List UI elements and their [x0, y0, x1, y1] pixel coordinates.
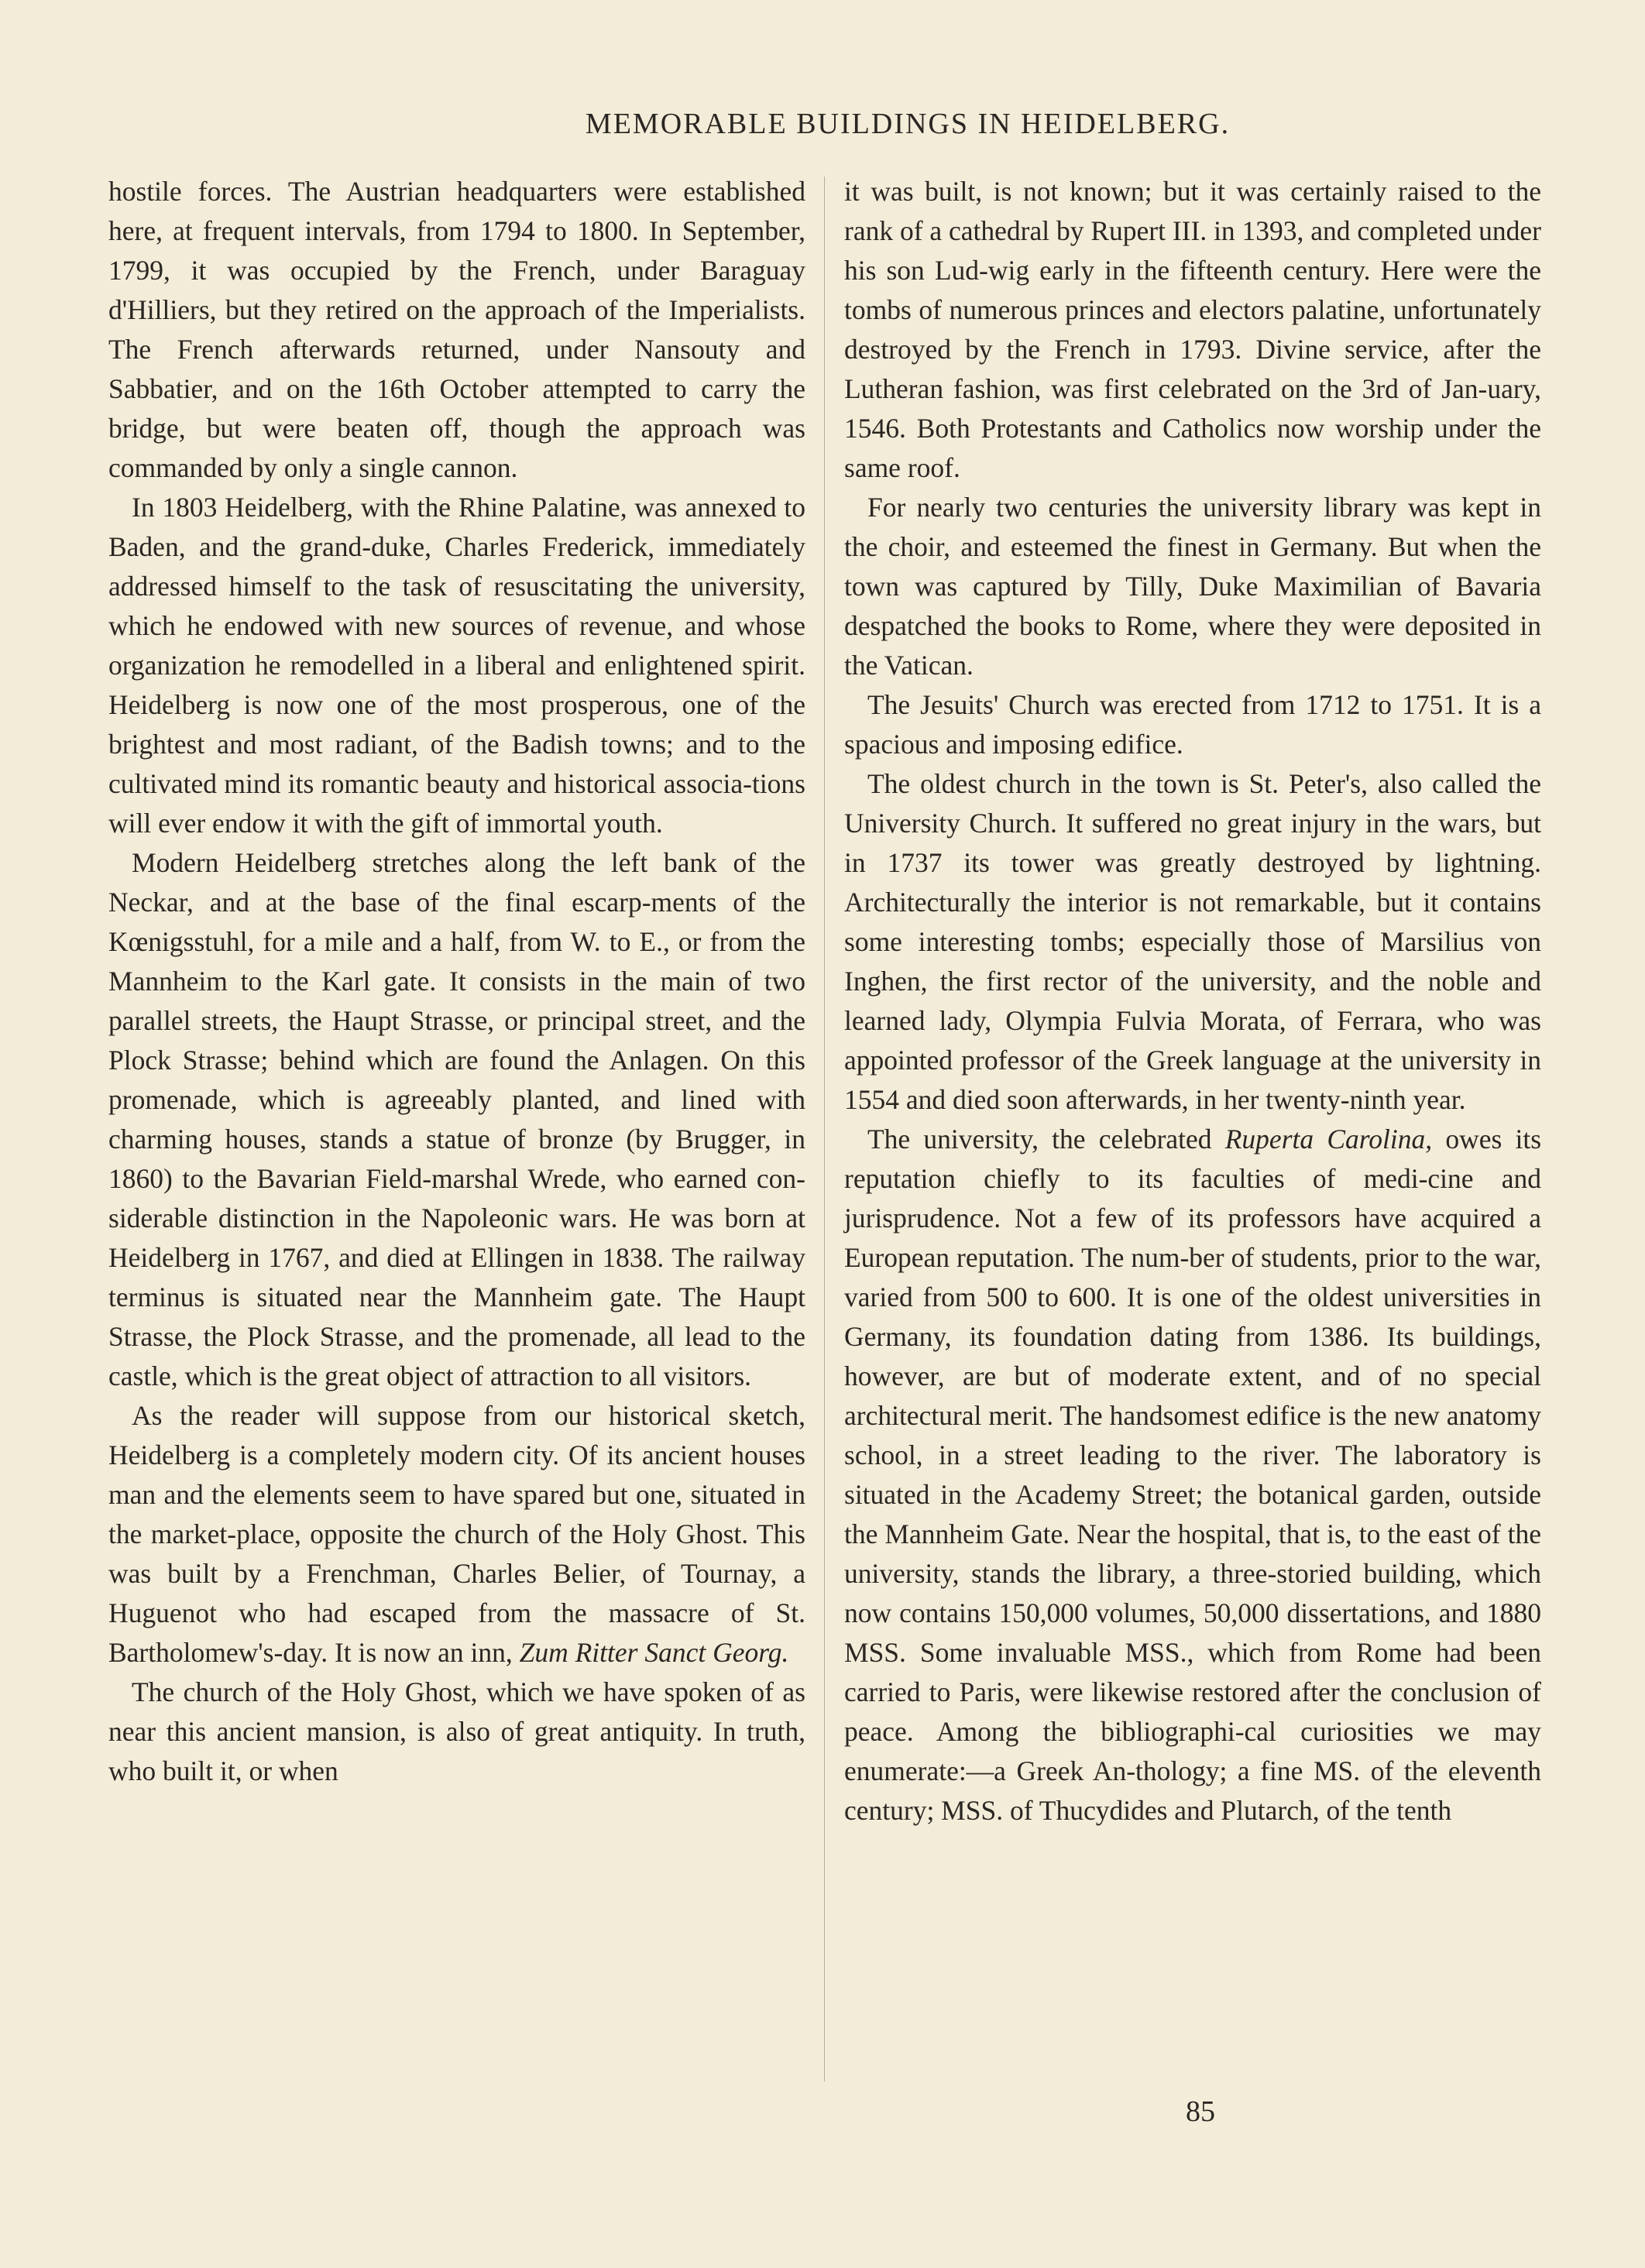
university-name: Ruperta Carolina, [1224, 1124, 1433, 1155]
paragraph: it was built, is not known; but it was certainly raised to the rank of a cathedral by Rupert III. in 1393, and completed under his son Lud-wig early in the fifteenth century. Here were the tombs of numerous princes and electors palatine, unfortunately destroyed by the French in 1793. Divine service, after the Lutheran fashion, was first celebrated on the 3rd of Jan-uary, 1546. Both Protestants and Catholics now worship under the same roof. [844, 176, 1541, 483]
paragraph: Modern Heidelberg stretches along the left bank of the Neckar, and at the base of the final escarp-ments of the Kœnigsstuhl, for a mile and a half, from W. to E., or from the Mannheim to the Karl gate. It consists in the main of two parallel streets, the Haupt Strasse, or principal street, and the Plock Strasse; behind which are found the Anlagen. On this promenade, which is agreeably planted, and lined with charming houses, stands a statue of bronze (by Brugger, in 1860) to the Bavarian Field-marshal Wrede, who earned con-siderable distinction in the Napoleonic wars. He was born at Heidelberg in 1767, and died at Ellingen in 1838. The railway terminus is situated near the Mannheim gate. The Haupt Strasse, the Plock Strasse, and the promenade, all lead to the castle, which is the great object of attraction to all visitors. [108, 847, 805, 1391]
left-column [108, 172, 805, 1791]
paragraph: The church of the Holy Ghost, which we have spoken of as near this ancient mansion, is also of great antiquity. In truth, who built it, or when [108, 1676, 805, 1786]
paragraph: The oldest church in the town is St. Peter's, also called the University Church. It suffered no great injury in the wars, but in 1737 its tower was greatly destroyed by lightning. Architecturally the interior is not remarkable, but it contains some interesting tombs; especially those of Marsilius von Inghen, the first rector of the university, and the noble and learned lady, Olympia Fulvia Morata, of Ferrara, who was appointed professor of the Greek language at the university in 1554 and died soon afterwards, in her twenty-ninth year. [844, 768, 1541, 1115]
column-divider [824, 177, 825, 2081]
paragraph: The Jesuits' Church was erected from 1712 to 1751. It is a spacious and imposing edifice. [844, 689, 1541, 760]
right-column [844, 172, 1541, 1831]
paragraph [108, 1396, 805, 1673]
paragraph-text: As the reader will suppose from our historical sketch, Heidelberg is a completely modern city. Of its ancient houses man and the elements seem to have spared but one, situated in the market-place, opposite the church of the Holy Ghost. This was built by a Frenchman, Charles Belier, of Tournay, a Huguenot who had escaped from the massacre of St. Bartholomew's-day. It is now an inn, [108, 1400, 805, 1668]
paragraph-lead: The university, the celebrated [867, 1124, 1212, 1155]
paragraph: For nearly two centuries the university library was kept in the choir, and esteemed the finest in Germany. But when the town was captured by Tilly, Duke Maximilian of Bavaria despatched the books to Rome, where they were deposited in the Vatican. [844, 492, 1541, 681]
running-head: MEMORABLE BUILDINGS IN HEIDELBERG. [585, 108, 1231, 140]
page-number: 85 [1186, 2095, 1215, 2128]
paragraph [844, 1120, 1541, 1831]
inn-name: Zum Ritter Sanct Georg. [519, 1637, 789, 1668]
paragraph-text: owes its reputation chiefly to its faculties of medi-cine and jurisprudence. Not a few of its professors have acquired a European reputation. The num-ber of students, prior to the war, varied from 500 to 600. It is one of the oldest universities in Germany, its foundation dating from 1386. Its buildings, however, are but of moderate extent, and of no special architectural merit. The handsomest edifice is the new anatomy school, in a street leading to the river. The laboratory is situated in the Academy Street; the botanical garden, outside the Mannheim Gate. Near the hospital, that is, to the east of the university, stands the library, a three-storied building, which now contains 150,000 volumes, 50,000 dissertations, and 1880 MSS. Some invaluable MSS., which from Rome had been carried to Paris, were likewise restored after the conclusion of peace. Among the bibliographi-cal curiosities we may enumerate:—a Greek An-thology; a fine MS. of the eleventh century; MSS. of Thucydides and Plutarch, of the tenth [844, 1124, 1542, 1826]
paragraph: hostile forces. The Austrian headquarters were established here, at frequent intervals, from 1794 to 1800. In September, 1799, it was occupied by the French, under Baraguay d'Hilliers, but they retired on the approach of the Imperialists. The French afterwards returned, under Nansouty and Sabbatier, and on the 16th October attempted to carry the bridge, but were beaten off, though the approach was commanded by only a single cannon. [108, 176, 805, 483]
paragraph: In 1803 Heidelberg, with the Rhine Palatine, was annexed to Baden, and the grand-duke, Charles Frederick, immediately addressed himself to the task of resuscitating the university, which he endowed with new sources of revenue, and whose organization he remodelled in a liberal and enlightened spirit. Heidelberg is now one of the most prosperous, one of the brightest and most radiant, of the Badish towns; and to the cultivated mind its romantic beauty and historical associa-tions will ever endow it with the gift of immortal youth. [108, 492, 805, 839]
